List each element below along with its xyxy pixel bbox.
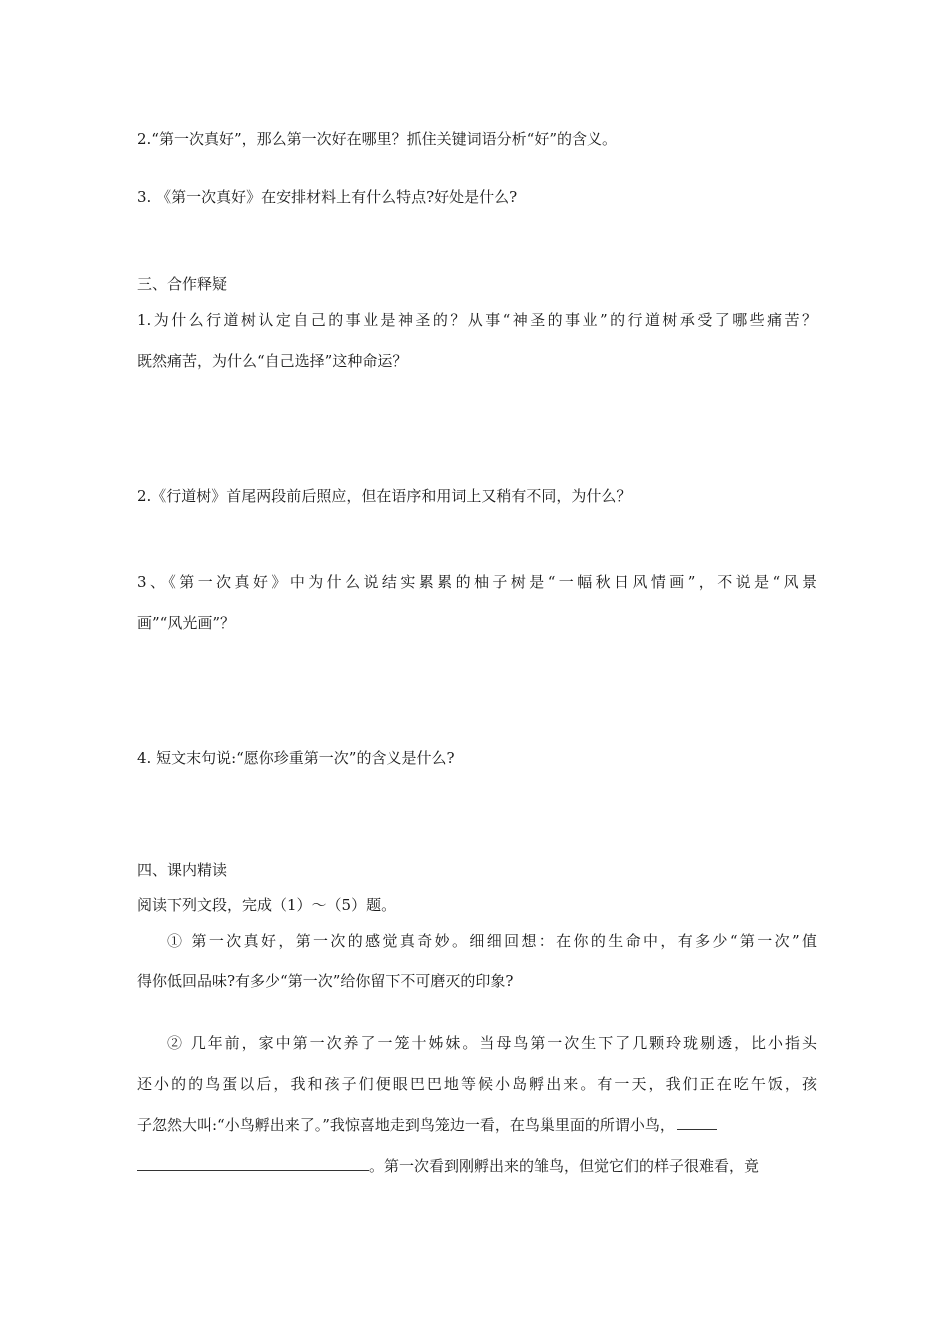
paragraph-2-line-3-text: 子忽然大叫:“小鸟孵出来了。”我惊喜地走到鸟笼边一看，在鸟巢里面的所谓小鸟， <box>137 1116 675 1134</box>
paragraph-2-line-4 <box>137 1156 817 1176</box>
paragraph-1-line-2: 得你低回品味?有多少“第一次”给你留下不可磨灭的印象? <box>137 972 514 990</box>
paragraph-1-line-1: ① 第一次真好，第一次的感觉真奇妙。细细回想：在你的生命中，有多少“第一次”值 <box>167 932 817 950</box>
section-4-heading: 四、课内精读 <box>137 861 228 879</box>
paragraph-2-line-3 <box>137 1115 817 1135</box>
section-3-heading: 三、合作释疑 <box>137 275 228 293</box>
section-3-question-2: 2.《行道树》首尾两段前后照应，但在语序和用词上又稍有不同，为什么？ <box>137 487 632 505</box>
question-2-first-time: 2.“第一次真好”，那么第一次好在哪里？抓住关键词语分析“好”的含义。 <box>137 130 617 148</box>
paragraph-2-line-4-text: 。第一次看到刚孵出来的雏鸟，但觉它们的样子很难看，竟 <box>369 1157 760 1175</box>
section-3-question-3-line-1: 3、《第一次真好》中为什么说结实累累的柚子树是“一幅秋日风情画”，不说是“风景 <box>137 573 817 591</box>
fill-in-blank-start[interactable] <box>677 1115 717 1130</box>
section-3-question-4: 4. 短文末句说:“愿你珍重第一次”的含义是什么? <box>137 749 455 767</box>
section-3-question-1-line-1: 1.为什么行道树认定自己的事业是神圣的？从事“神圣的事业”的行道树承受了哪些痛苦？ <box>137 311 817 329</box>
question-3-material-arrangement: 3. 《第一次真好》在安排材料上有什么特点?好处是什么? <box>137 188 518 206</box>
paragraph-2-line-2: 还小的的鸟蛋以后，我和孩子们便眼巴巴地等候小岛孵出来。有一天，我们正在吃午饭，孩 <box>137 1075 817 1093</box>
fill-in-blank-continued[interactable] <box>137 1156 369 1171</box>
paragraph-2-line-1: ② 几年前，家中第一次养了一笼十姊妹。当母鸟第一次生下了几颗玲珑剔透，比小指头 <box>167 1034 817 1052</box>
section-3-question-3-line-2: 画”“风光画”？ <box>137 614 236 632</box>
reading-instruction: 阅读下列文段，完成（1）～（5）题。 <box>137 896 397 914</box>
section-3-question-1-line-2: 既然痛苦，为什么“自己选择”这种命运？ <box>137 352 408 370</box>
